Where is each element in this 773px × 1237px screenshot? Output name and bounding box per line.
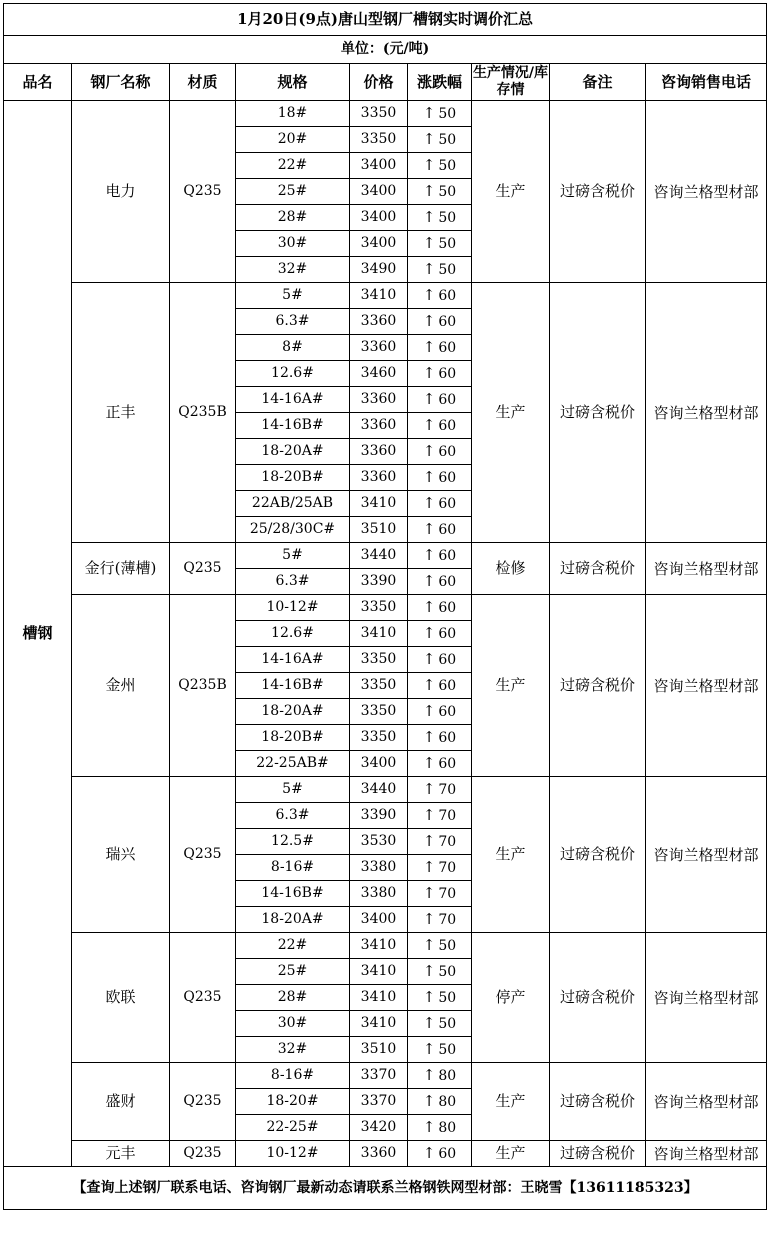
remark-cell: 过磅含税价: [550, 1063, 646, 1141]
arrow-up-icon: ↑: [422, 1143, 436, 1162]
arrow-up-icon: ↑: [422, 831, 436, 850]
change-cell: [408, 465, 472, 491]
header-phone: 咨询销售电话: [646, 64, 767, 101]
header-mill: 钢厂名称: [72, 64, 170, 101]
arrow-up-icon: ↑: [422, 649, 436, 668]
spec-cell: 6.3#: [236, 569, 350, 595]
price-cell: 3360: [350, 309, 408, 335]
change-cell: [408, 1089, 472, 1115]
consult-cell: 咨询兰格型材部: [646, 595, 767, 777]
change-cell: [408, 1037, 472, 1063]
change-value: 60: [438, 365, 457, 382]
product-name-cell: 槽钢: [4, 101, 72, 1167]
remark-cell: 过磅含税价: [550, 101, 646, 283]
change-cell: [408, 647, 472, 673]
change-cell: [408, 335, 472, 361]
price-cell: 3530: [350, 829, 408, 855]
change-cell: [408, 959, 472, 985]
arrow-up-icon: ↑: [422, 1091, 436, 1110]
arrow-up-icon: ↑: [422, 1117, 436, 1136]
spec-cell: 18-20B#: [236, 465, 350, 491]
change-cell: [408, 569, 472, 595]
change-value: 60: [438, 313, 457, 330]
arrow-up-icon: ↑: [422, 1013, 436, 1032]
spec-cell: 25#: [236, 179, 350, 205]
change-value: 60: [438, 573, 457, 590]
spec-cell: 30#: [236, 1011, 350, 1037]
spec-cell: 10-12#: [236, 595, 350, 621]
consult-cell: 咨询兰格型材部: [646, 101, 767, 283]
change-cell: [408, 881, 472, 907]
change-cell: [408, 985, 472, 1011]
arrow-up-icon: ↑: [422, 805, 436, 824]
change-value: 60: [438, 651, 457, 668]
material-cell: Q235B: [170, 283, 236, 543]
table-row: [4, 283, 767, 309]
spec-cell: 28#: [236, 205, 350, 231]
remark-cell: 过磅含税价: [550, 777, 646, 933]
footer-contact-note: 【查询上述钢厂联系电话、咨询钢厂最新动态请联系兰格钢铁网型材部：王晓雪【13611185323】: [4, 1167, 767, 1210]
arrow-up-icon: ↑: [422, 909, 436, 928]
change-cell: [408, 257, 472, 283]
change-value: 60: [438, 417, 457, 434]
price-cell: 3380: [350, 881, 408, 907]
change-value: 60: [438, 443, 457, 460]
change-cell: [408, 153, 472, 179]
remark-cell: 过磅含税价: [550, 595, 646, 777]
remark-cell: 过磅含税价: [550, 933, 646, 1063]
status-cell: 生产: [472, 1063, 550, 1141]
arrow-up-icon: ↑: [422, 207, 436, 226]
change-cell: [408, 1063, 472, 1089]
arrow-up-icon: ↑: [422, 675, 436, 694]
consult-cell: 咨询兰格型材部: [646, 543, 767, 595]
change-cell: [408, 517, 472, 543]
mill-name-cell: 金行(薄槽): [72, 543, 170, 595]
price-cell: 3400: [350, 153, 408, 179]
price-cell: 3390: [350, 569, 408, 595]
status-cell: 生产: [472, 595, 550, 777]
arrow-up-icon: ↑: [422, 753, 436, 772]
change-value: 60: [438, 391, 457, 408]
change-cell: [408, 439, 472, 465]
price-cell: 3440: [350, 543, 408, 569]
change-value: 60: [438, 521, 457, 538]
status-cell: 停产: [472, 933, 550, 1063]
mill-name-cell: 元丰: [72, 1141, 170, 1167]
spec-cell: 20#: [236, 127, 350, 153]
change-cell: [408, 205, 472, 231]
arrow-up-icon: ↑: [422, 935, 436, 954]
arrow-up-icon: ↑: [422, 1039, 436, 1058]
change-cell: [408, 101, 472, 127]
spec-cell: 14-16A#: [236, 647, 350, 673]
price-cell: 3350: [350, 101, 408, 127]
arrow-up-icon: ↑: [422, 701, 436, 720]
arrow-up-icon: ↑: [422, 415, 436, 434]
material-cell: Q235: [170, 933, 236, 1063]
price-sheet: [3, 3, 766, 1210]
change-value: 80: [438, 1093, 457, 1110]
header-change: 涨跌幅: [408, 64, 472, 101]
mill-name-cell: 瑞兴: [72, 777, 170, 933]
change-value: 50: [438, 183, 457, 200]
price-cell: 3510: [350, 1037, 408, 1063]
header-remark: 备注: [550, 64, 646, 101]
consult-cell: 咨询兰格型材部: [646, 777, 767, 933]
spec-cell: 14-16B#: [236, 413, 350, 439]
remark-cell: 过磅含税价: [550, 543, 646, 595]
table-row: [4, 101, 767, 127]
change-cell: [408, 751, 472, 777]
price-cell: 3350: [350, 595, 408, 621]
spec-cell: 18-20A#: [236, 439, 350, 465]
change-cell: [408, 933, 472, 959]
change-cell: [408, 621, 472, 647]
arrow-up-icon: ↑: [422, 571, 436, 590]
arrow-up-icon: ↑: [422, 337, 436, 356]
arrow-up-icon: ↑: [422, 623, 436, 642]
header-product: 品名: [4, 64, 72, 101]
spec-cell: 28#: [236, 985, 350, 1011]
consult-cell: 咨询兰格型材部: [646, 933, 767, 1063]
status-cell: 生产: [472, 1141, 550, 1167]
change-value: 70: [438, 833, 457, 850]
price-cell: 3350: [350, 725, 408, 751]
status-cell: 生产: [472, 283, 550, 543]
spec-cell: 10-12#: [236, 1141, 350, 1167]
price-cell: 3400: [350, 907, 408, 933]
status-cell: 生产: [472, 777, 550, 933]
status-cell: 生产: [472, 101, 550, 283]
spec-cell: 12.5#: [236, 829, 350, 855]
change-cell: [408, 231, 472, 257]
price-cell: 3410: [350, 621, 408, 647]
spec-cell: 12.6#: [236, 361, 350, 387]
arrow-up-icon: ↑: [422, 389, 436, 408]
change-value: 50: [438, 235, 457, 252]
spec-cell: 6.3#: [236, 309, 350, 335]
spec-cell: 14-16A#: [236, 387, 350, 413]
change-value: 50: [438, 937, 457, 954]
price-cell: 3360: [350, 387, 408, 413]
price-cell: 3410: [350, 491, 408, 517]
price-cell: 3400: [350, 751, 408, 777]
mill-name-cell: 盛财: [72, 1063, 170, 1141]
arrow-up-icon: ↑: [422, 233, 436, 252]
price-cell: 3360: [350, 413, 408, 439]
material-cell: Q235: [170, 1063, 236, 1141]
change-cell: [408, 673, 472, 699]
mill-name-cell: 电力: [72, 101, 170, 283]
spec-cell: 22#: [236, 153, 350, 179]
change-value: 60: [438, 755, 457, 772]
change-cell: [408, 855, 472, 881]
spec-cell: 8#: [236, 335, 350, 361]
change-cell: [408, 387, 472, 413]
price-cell: 3390: [350, 803, 408, 829]
spec-cell: 22-25#: [236, 1115, 350, 1141]
price-cell: 3410: [350, 959, 408, 985]
change-value: 70: [438, 807, 457, 824]
footer-row: [4, 1167, 767, 1210]
spec-cell: 18#: [236, 101, 350, 127]
spec-cell: 18-20A#: [236, 907, 350, 933]
change-cell: [408, 413, 472, 439]
header-status: 生产情况/库存情: [472, 64, 550, 101]
change-cell: [408, 1115, 472, 1141]
material-cell: Q235: [170, 777, 236, 933]
change-value: 70: [438, 781, 457, 798]
arrow-up-icon: ↑: [422, 259, 436, 278]
change-value: 60: [438, 547, 457, 564]
price-cell: 3400: [350, 205, 408, 231]
change-value: 80: [438, 1119, 457, 1136]
change-cell: [408, 127, 472, 153]
price-cell: 3350: [350, 127, 408, 153]
consult-cell: 咨询兰格型材部: [646, 283, 767, 543]
spec-cell: 22AB/25AB: [236, 491, 350, 517]
arrow-up-icon: ↑: [422, 519, 436, 538]
remark-cell: 过磅含税价: [550, 1141, 646, 1167]
price-cell: 3510: [350, 517, 408, 543]
arrow-up-icon: ↑: [422, 987, 436, 1006]
change-value: 60: [438, 677, 457, 694]
arrow-up-icon: ↑: [422, 311, 436, 330]
change-cell: [408, 725, 472, 751]
price-cell: 3410: [350, 933, 408, 959]
arrow-up-icon: ↑: [422, 285, 436, 304]
change-value: 60: [438, 1145, 457, 1162]
price-cell: 3400: [350, 231, 408, 257]
change-value: 60: [438, 469, 457, 486]
header-price: 价格: [350, 64, 408, 101]
change-cell: [408, 699, 472, 725]
change-value: 50: [438, 989, 457, 1006]
price-cell: 3380: [350, 855, 408, 881]
material-cell: Q235: [170, 101, 236, 283]
arrow-up-icon: ↑: [422, 129, 436, 148]
price-cell: 3360: [350, 439, 408, 465]
header-material: 材质: [170, 64, 236, 101]
change-value: 80: [438, 1067, 457, 1084]
arrow-up-icon: ↑: [422, 883, 436, 902]
table-row: [4, 933, 767, 959]
change-value: 50: [438, 157, 457, 174]
change-value: 60: [438, 599, 457, 616]
change-cell: [408, 595, 472, 621]
change-cell: [408, 283, 472, 309]
change-cell: [408, 1141, 472, 1167]
change-value: 50: [438, 261, 457, 278]
arrow-up-icon: ↑: [422, 103, 436, 122]
change-value: 50: [438, 1015, 457, 1032]
change-value: 60: [438, 339, 457, 356]
sheet-title: 1月20日(9点)唐山型钢厂槽钢实时调价汇总: [4, 4, 767, 36]
price-cell: 3440: [350, 777, 408, 803]
spec-cell: 12.6#: [236, 621, 350, 647]
price-cell: 3370: [350, 1063, 408, 1089]
change-value: 50: [438, 1041, 457, 1058]
price-cell: 3490: [350, 257, 408, 283]
change-value: 50: [438, 131, 457, 148]
spec-cell: 32#: [236, 1037, 350, 1063]
arrow-up-icon: ↑: [422, 857, 436, 876]
price-cell: 3410: [350, 985, 408, 1011]
price-cell: 3350: [350, 647, 408, 673]
arrow-up-icon: ↑: [422, 545, 436, 564]
mill-name-cell: 正丰: [72, 283, 170, 543]
change-cell: [408, 491, 472, 517]
spec-cell: 18-20A#: [236, 699, 350, 725]
arrow-up-icon: ↑: [422, 779, 436, 798]
price-cell: 3400: [350, 179, 408, 205]
table-row: [4, 595, 767, 621]
change-value: 60: [438, 495, 457, 512]
arrow-up-icon: ↑: [422, 727, 436, 746]
arrow-up-icon: ↑: [422, 155, 436, 174]
spec-cell: 8-16#: [236, 855, 350, 881]
change-value: 60: [438, 625, 457, 642]
spec-cell: 5#: [236, 543, 350, 569]
spec-cell: 6.3#: [236, 803, 350, 829]
spec-cell: 22#: [236, 933, 350, 959]
remark-cell: 过磅含税价: [550, 283, 646, 543]
material-cell: Q235: [170, 543, 236, 595]
price-cell: 3460: [350, 361, 408, 387]
change-value: 70: [438, 911, 457, 928]
arrow-up-icon: ↑: [422, 441, 436, 460]
arrow-up-icon: ↑: [422, 467, 436, 486]
header-spec: 规格: [236, 64, 350, 101]
change-cell: [408, 361, 472, 387]
spec-cell: 25#: [236, 959, 350, 985]
spec-cell: 14-16B#: [236, 881, 350, 907]
mill-name-cell: 欧联: [72, 933, 170, 1063]
spec-cell: 30#: [236, 231, 350, 257]
material-cell: Q235B: [170, 595, 236, 777]
change-value: 70: [438, 885, 457, 902]
change-cell: [408, 309, 472, 335]
spec-cell: 5#: [236, 777, 350, 803]
arrow-up-icon: ↑: [422, 961, 436, 980]
price-cell: 3410: [350, 283, 408, 309]
change-cell: [408, 777, 472, 803]
spec-cell: 14-16B#: [236, 673, 350, 699]
spec-cell: 5#: [236, 283, 350, 309]
change-cell: [408, 829, 472, 855]
consult-cell: 咨询兰格型材部: [646, 1141, 767, 1167]
price-cell: 3370: [350, 1089, 408, 1115]
arrow-up-icon: ↑: [422, 493, 436, 512]
change-value: 50: [438, 963, 457, 980]
arrow-up-icon: ↑: [422, 181, 436, 200]
spec-cell: 18-20#: [236, 1089, 350, 1115]
change-value: 70: [438, 859, 457, 876]
price-cell: 3350: [350, 673, 408, 699]
spec-cell: 25/28/30C#: [236, 517, 350, 543]
arrow-up-icon: ↑: [422, 363, 436, 382]
price-table: [3, 3, 767, 1210]
price-cell: 3360: [350, 335, 408, 361]
price-cell: 3360: [350, 465, 408, 491]
table-row: [4, 1063, 767, 1089]
spec-cell: 22-25AB#: [236, 751, 350, 777]
price-cell: 3410: [350, 1011, 408, 1037]
change-value: 50: [438, 209, 457, 226]
change-cell: [408, 1011, 472, 1037]
spec-cell: 32#: [236, 257, 350, 283]
material-cell: Q235: [170, 1141, 236, 1167]
consult-cell: 咨询兰格型材部: [646, 1063, 767, 1141]
table-row: [4, 777, 767, 803]
spec-cell: 18-20B#: [236, 725, 350, 751]
change-value: 60: [438, 287, 457, 304]
change-cell: [408, 907, 472, 933]
change-cell: [408, 179, 472, 205]
arrow-up-icon: ↑: [422, 597, 436, 616]
price-cell: 3350: [350, 699, 408, 725]
change-cell: [408, 803, 472, 829]
unit-label: 单位：(元/吨): [4, 36, 767, 64]
change-value: 50: [438, 105, 457, 122]
change-cell: [408, 543, 472, 569]
status-cell: 检修: [472, 543, 550, 595]
mill-name-cell: 金州: [72, 595, 170, 777]
change-value: 60: [438, 729, 457, 746]
table-row: [4, 1141, 767, 1167]
price-cell: 3360: [350, 1141, 408, 1167]
spec-cell: 8-16#: [236, 1063, 350, 1089]
price-cell: 3420: [350, 1115, 408, 1141]
table-row: [4, 543, 767, 569]
change-value: 60: [438, 703, 457, 720]
header-row: [4, 64, 767, 101]
arrow-up-icon: ↑: [422, 1065, 436, 1084]
